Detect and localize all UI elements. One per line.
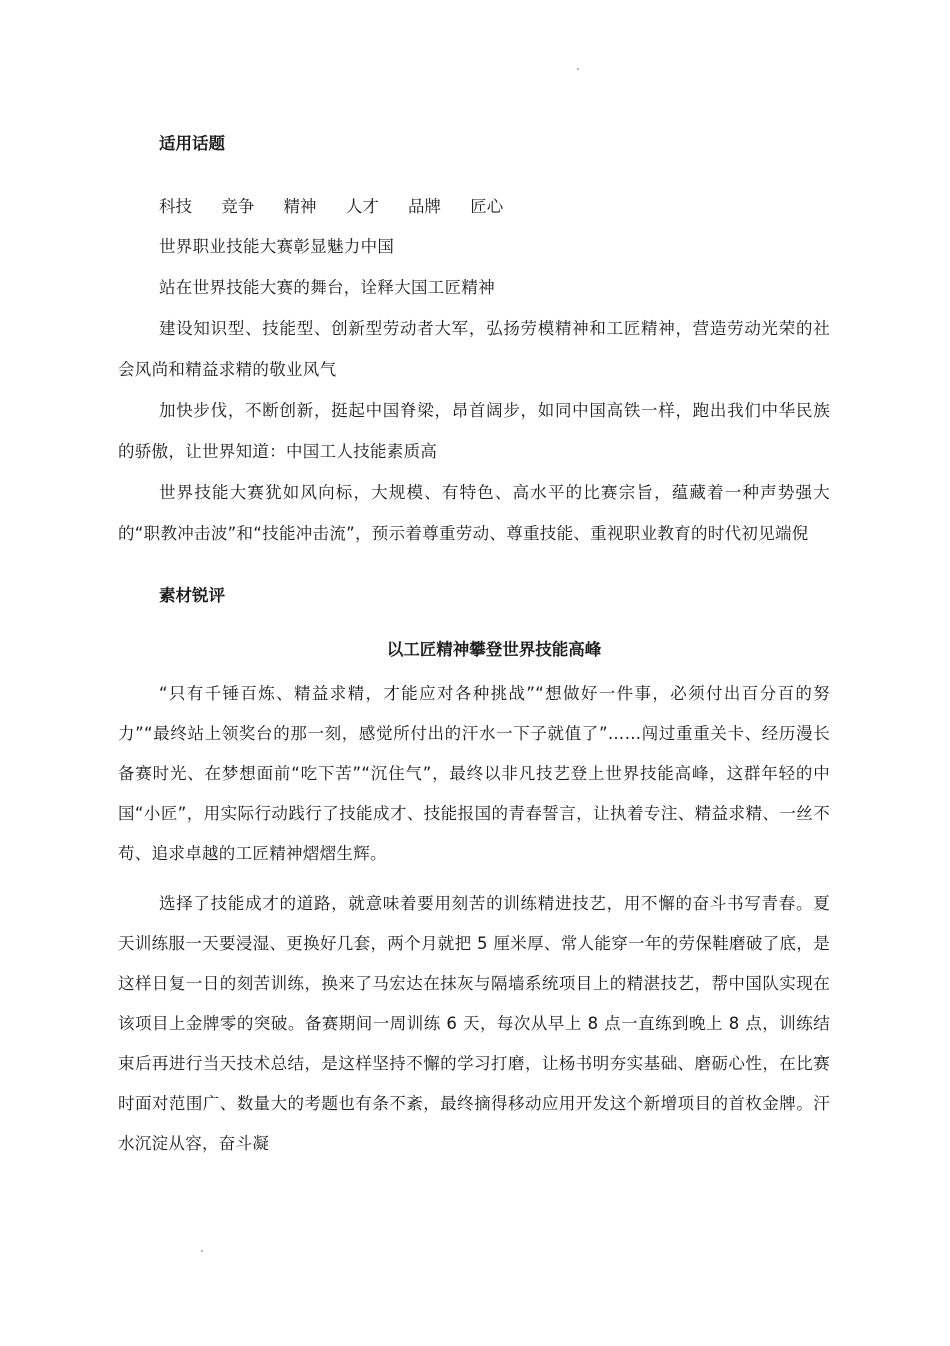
material-heading: 素材锐评 <box>159 586 225 605</box>
topics-list <box>118 188 830 554</box>
topic-line: 建设知识型、技能型、创新型劳动者大军，弘扬劳模精神和工匠精神，营造劳动光荣的社会风尚和精益求精的敬业风气 <box>118 319 830 379</box>
topic-line: 世界技能大赛犹如风向标，大规模、有特色、高水平的比赛宗旨，蕴藏着一种声势强大的“职教冲击波”和“技能冲击流”，预示着尊重劳动、尊重技能、重视职业教育的时代初见端倪 <box>118 483 830 543</box>
topic-line: 加快步伐，不断创新，挺起中国脊梁，昂首阔步，如同中国高铁一样，跑出我们中华民族的骄傲，让世界知道：中国工人技能素质高 <box>118 401 830 461</box>
keyword: 竞争 <box>221 197 255 216</box>
keyword: 科技 <box>159 197 192 216</box>
topic-line: 站在世界技能大赛的舞台，诠释大国工匠精神 <box>159 278 495 297</box>
scan-dot <box>201 1250 203 1252</box>
article-paragraph: 选择了技能成才的道路，就意味着要用刻苦的训练精进技艺，用不懈的奋斗书写青春。夏天训练服一天要浸湿、更换好几套，两个月就把 5 厘米厚、常人能穿一年的劳保鞋磨破了底，是这样日复一日的刻苦训练，换来了马宏达在抹灰与隔墙系统项目上的精湛技艺，帮中国队实现在该项目上金牌零的突破。备赛期间一周训练 6 天，每次从早上 8 点一直练到晚上 8 点，训练结束后再进行当天技术总结，是这样坚持不懈的学习打磨，让杨书明夯实基础、磨砺心性，在比赛时面对范围广、数量大的考题也有条不紊，最终摘得移动应用开发这个新增项目的首枚金牌。汗水沉淀从容，奋斗凝 <box>118 894 830 1153</box>
document-body <box>118 128 830 1164</box>
topics-heading: 适用话题 <box>159 134 225 153</box>
keyword-row <box>118 188 830 226</box>
keyword: 人才 <box>345 197 379 216</box>
article-body <box>118 674 830 1164</box>
keyword: 匠心 <box>470 197 504 216</box>
keyword: 品牌 <box>408 197 441 216</box>
scan-dot <box>577 68 579 70</box>
topic-line: 世界职业技能大赛彰显魅力中国 <box>159 237 395 256</box>
article-paragraph: “只有千锤百炼、精益求精，才能应对各种挑战”“想做好一件事，必须付出百分百的努力”“最终站上领奖台的那一刻，感觉所付出的汗水一下子就值了”……闯过重重关卡、经历漫长备赛时光、在梦想面前“吃下苦”“沉住气”，最终以非凡技艺登上世界技能高峰，这群年轻的中国“小匠”，用实际行动践行了技能成才、技能报国的青春誓言，让执着专注、精益求精、一丝不苟、追求卓越的工匠精神熠熠生辉。 <box>118 684 830 863</box>
keyword: 精神 <box>283 197 317 216</box>
article-title: 以工匠精神攀登世界技能高峰 <box>386 640 602 659</box>
